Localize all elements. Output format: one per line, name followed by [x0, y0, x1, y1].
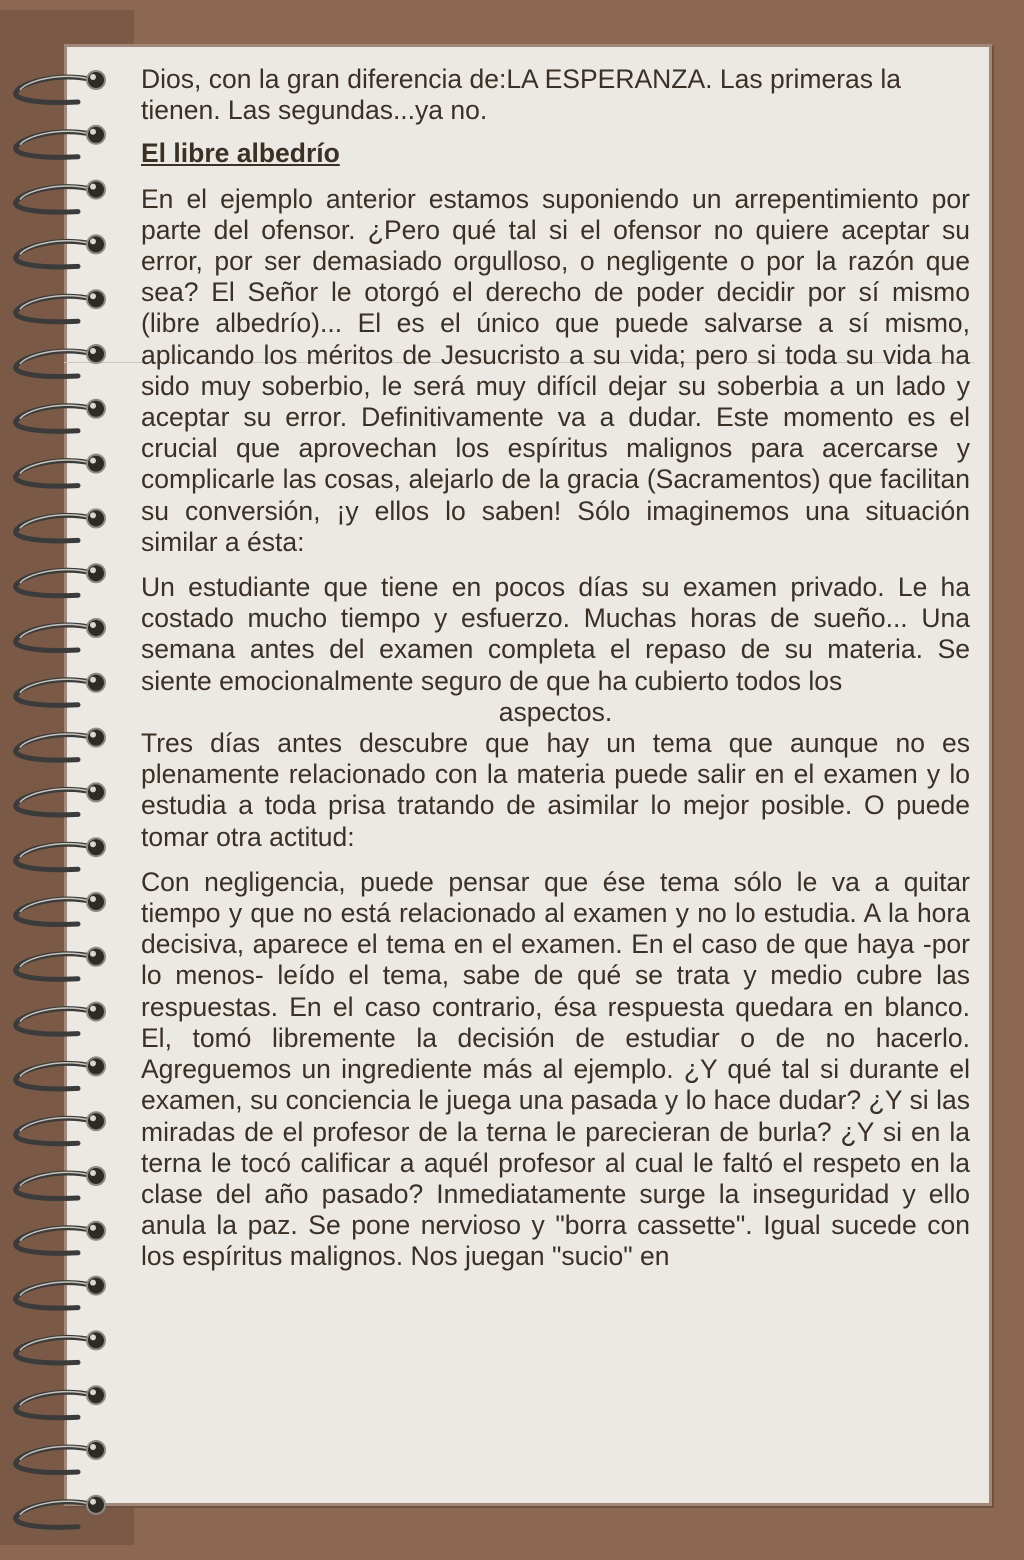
intro-paragraph: Dios, con la gran diferencia de:LA ESPERANZA. Las primeras la tienen. Las segundas...ya no. [141, 64, 902, 126]
spiral-ring-icon [16, 1386, 105, 1418]
spiral-ring-icon [16, 1222, 105, 1254]
spiral-ring-icon [16, 838, 105, 870]
spiral-ring-icon [16, 181, 105, 213]
spiral-ring-icon [16, 345, 105, 377]
spiral-binding [0, 0, 120, 1560]
spiral-ring-icon [16, 509, 105, 541]
spiral-ring-icon [16, 1496, 105, 1528]
spiral-ring-icon [16, 400, 105, 432]
spiral-ring-icon [16, 290, 105, 322]
spiral-ring-icon [16, 948, 105, 980]
spiral-ring-icon [16, 455, 105, 487]
spiral-ring-icon [16, 729, 105, 761]
page-text [141, 64, 970, 1273]
paragraph-1: En el ejemplo anterior estamos suponiendo un arrepentimiento por parte del ofensor. ¿Pero qué tal si el ofensor no quiere aceptar su error, por ser demasiado orgulloso, o negligente o por la razón que sea? El Señor le otorgó el derecho de poder decidir por sí mismo (libre albedrío)... El es el único que puede salvarse a sí mismo, aplicando los méritos de Jesucristo a su vida; pero si toda su vida ha sido muy soberbio, le será muy difícil dejar su soberbia a un lado y aceptar su error. Definitivamente va a dudar. Este momento es el crucial que aprovechan los espíritus malignos para acercarse y complicarle las cosas, alejarlo de la gracia (Sacramentos) que facilitan su conversión, ¡y ellos lo saben! Sólo imaginemos una situación similar a ésta: [141, 183, 970, 557]
paragraph-2: Un estudiante que tiene en pocos días su examen privado. Le ha costado mucho tiempo y esfuerzo. Muchas horas de sueño... Una semana antes del examen completa el repaso de su materia. Se siente emocionalmente seguro de que ha cubierto todos los [141, 572, 970, 696]
spiral-ring-icon [16, 1277, 105, 1309]
spiral-ring-icon [16, 783, 105, 815]
spiral-ring-icon [16, 893, 105, 925]
spiral-ring-icon [16, 674, 105, 706]
spiral-ring-icon [16, 126, 105, 158]
spiral-ring-icon [16, 71, 105, 103]
paragraph-3: Tres días antes descubre que hay un tema que aunque no es plenamente relacionado con la materia puede salir en el examen y lo estudia a toda prisa tratando de asimilar lo mejor posible. O puede tomar otra actitud: [141, 728, 970, 852]
section-heading: El libre albedrío [141, 138, 340, 169]
spiral-ring-icon [16, 564, 105, 596]
spiral-ring-icon [16, 1112, 105, 1144]
spiral-ring-icon [16, 1441, 105, 1473]
paragraph-2-end: aspectos. [498, 696, 613, 727]
spiral-ring-icon [16, 235, 105, 267]
spiral-ring-icon [16, 1057, 105, 1089]
spiral-ring-icon [16, 1167, 105, 1199]
paragraph-4: Con negligencia, puede pensar que ése tema sólo le va a quitar tiempo y que no está relacionado al examen y no lo estudia. A la hora decisiva, aparece el tema en el examen. En el caso de que haya -por lo menos- leído el tema, sabe de qué se trata y medio cubre las respuestas. En el caso contrario, ésa respuesta quedara en blanco. El, tomó libremente la decisión de estudiar o de no hacerlo. Agreguemos un ingrediente más al ejemplo. ¿Y qué tal si durante el examen, su conciencia le juega una pasada y lo hace dudar? ¿Y si las miradas de el profesor de la terna le parecieran de burla? ¿Y si en la terna le tocó calificar a aquél profesor al cual le faltó el respeto en la clase del año pasado? Inmediatamente surge la inseguridad y ello anula la paz. Se pone nervioso y "borra cassette". Igual sucede con los espíritus malignos. Nos juegan "sucio" en [141, 866, 970, 1272]
spiral-ring-icon [16, 1003, 105, 1035]
spiral-ring-icon [16, 1331, 105, 1363]
spiral-ring-icon [16, 619, 105, 651]
